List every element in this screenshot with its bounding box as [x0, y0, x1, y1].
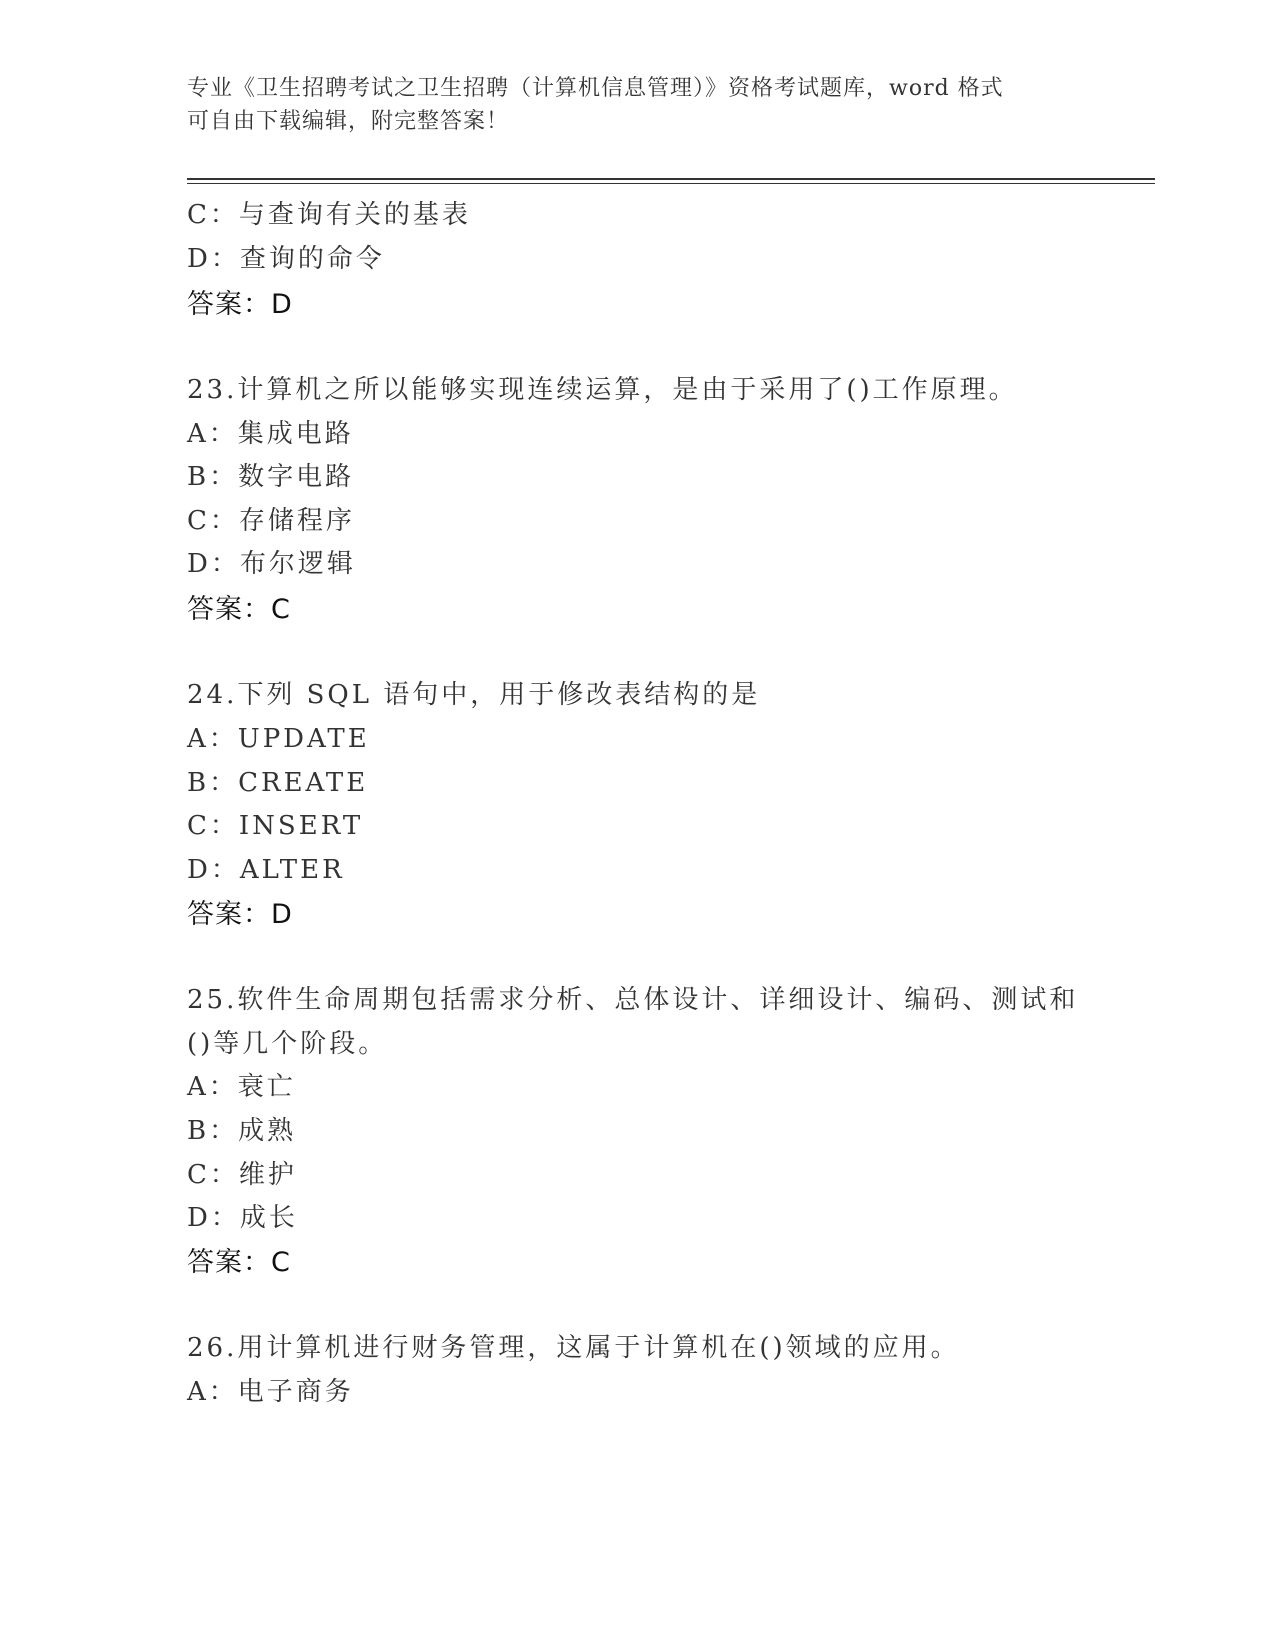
- q25-option-c: C：维护: [187, 1160, 297, 1190]
- q24-option-d: D：ALTER: [187, 855, 345, 885]
- q24-option-a: A：UPDATE: [187, 724, 370, 754]
- q24-answer: 答案：D: [187, 899, 293, 930]
- header-line-2: 可自由下载编辑，附完整答案！: [187, 109, 510, 134]
- header-rule-thick: [187, 178, 1155, 180]
- q23-question: 23.计算机之所以能够实现连续运算，是由于采用了()工作原理。: [187, 375, 1018, 405]
- q24-question: 24.下列 SQL 语句中，用于修改表结构的是: [187, 680, 761, 710]
- q23-answer: 答案：C: [187, 594, 291, 625]
- header-rule-thin: [187, 183, 1155, 184]
- q23-option-a: A：集成电路: [187, 419, 354, 449]
- q25-answer: 答案：C: [187, 1247, 291, 1278]
- q24-option-c: C：INSERT: [187, 811, 364, 841]
- q23-option-c: C：存储程序: [187, 506, 355, 536]
- q22-option-c: C：与查询有关的基表: [187, 200, 471, 230]
- q26-option-a: A：电子商务: [187, 1377, 354, 1407]
- q25-question-line-2: ()等几个阶段。: [187, 1029, 388, 1059]
- q23-option-b: B：数字电路: [187, 462, 355, 492]
- q25-option-d: D：成长: [187, 1203, 298, 1233]
- q25-option-a: A：衰亡: [187, 1072, 296, 1102]
- q23-option-d: D：布尔逻辑: [187, 549, 356, 579]
- q26-question: 26.用计算机进行财务管理，这属于计算机在()领域的应用。: [187, 1333, 960, 1363]
- q25-option-b: B：成熟: [187, 1116, 297, 1146]
- page-header: [187, 72, 1067, 138]
- q22-answer: 答案：D: [187, 289, 293, 320]
- header-line-1: 专业《卫生招聘考试之卫生招聘（计算机信息管理）》资格考试题库，word 格式: [187, 76, 1004, 101]
- q22-option-d: D：查询的命令: [187, 244, 385, 274]
- q25-question-line-1: 25.软件生命周期包括需求分析、总体设计、详细设计、编码、测试和: [187, 985, 1079, 1015]
- q24-option-b: B：CREATE: [187, 768, 369, 798]
